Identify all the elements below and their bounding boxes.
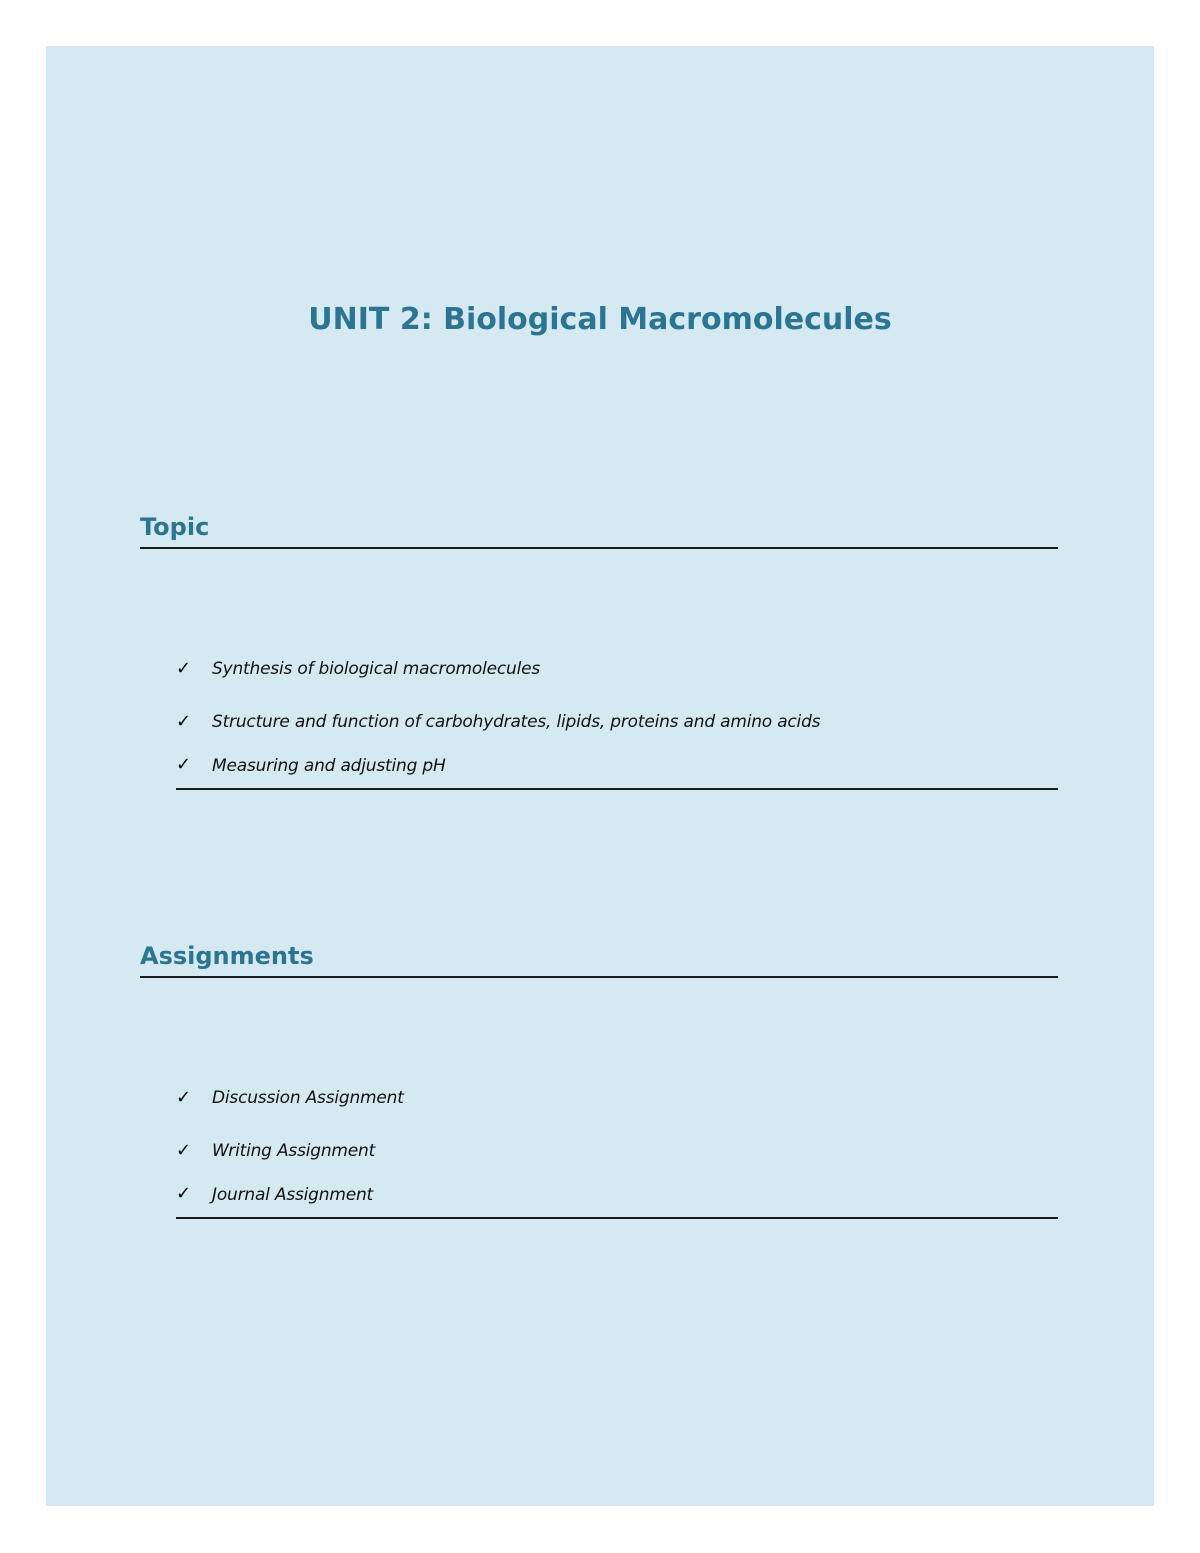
check-icon: ✓	[176, 710, 192, 732]
list-item	[176, 1124, 1058, 1177]
check-icon: ✓	[176, 1139, 192, 1161]
list-item-text: Journal Assignment	[212, 1185, 373, 1205]
list-item	[176, 695, 1058, 748]
list-item	[176, 748, 1058, 788]
assignments-list	[176, 1071, 1058, 1219]
assignments-heading: Assignments	[140, 940, 1058, 978]
list-item-text: Synthesis of biological macromolecules	[212, 658, 541, 679]
list-item-text: Structure and function of carbohydrates, lipids, proteins and amino acids	[212, 711, 821, 732]
list-item	[176, 1071, 1058, 1124]
list-item-text: Writing Assignment	[212, 1140, 376, 1161]
topic-list	[176, 642, 1058, 790]
check-icon: ✓	[176, 1086, 192, 1108]
page-panel	[46, 46, 1154, 1506]
list-item	[176, 1177, 1058, 1217]
check-icon: ✓	[176, 754, 192, 775]
list-item-text: Discussion Assignment	[212, 1087, 404, 1108]
list-item	[176, 642, 1058, 695]
page-title: UNIT 2: Biological Macromolecules	[308, 302, 892, 337]
topic-heading: Topic	[140, 511, 1058, 549]
check-icon: ✓	[176, 1183, 192, 1204]
list-item-text: Measuring and adjusting pH	[212, 756, 446, 776]
check-icon: ✓	[176, 657, 192, 679]
